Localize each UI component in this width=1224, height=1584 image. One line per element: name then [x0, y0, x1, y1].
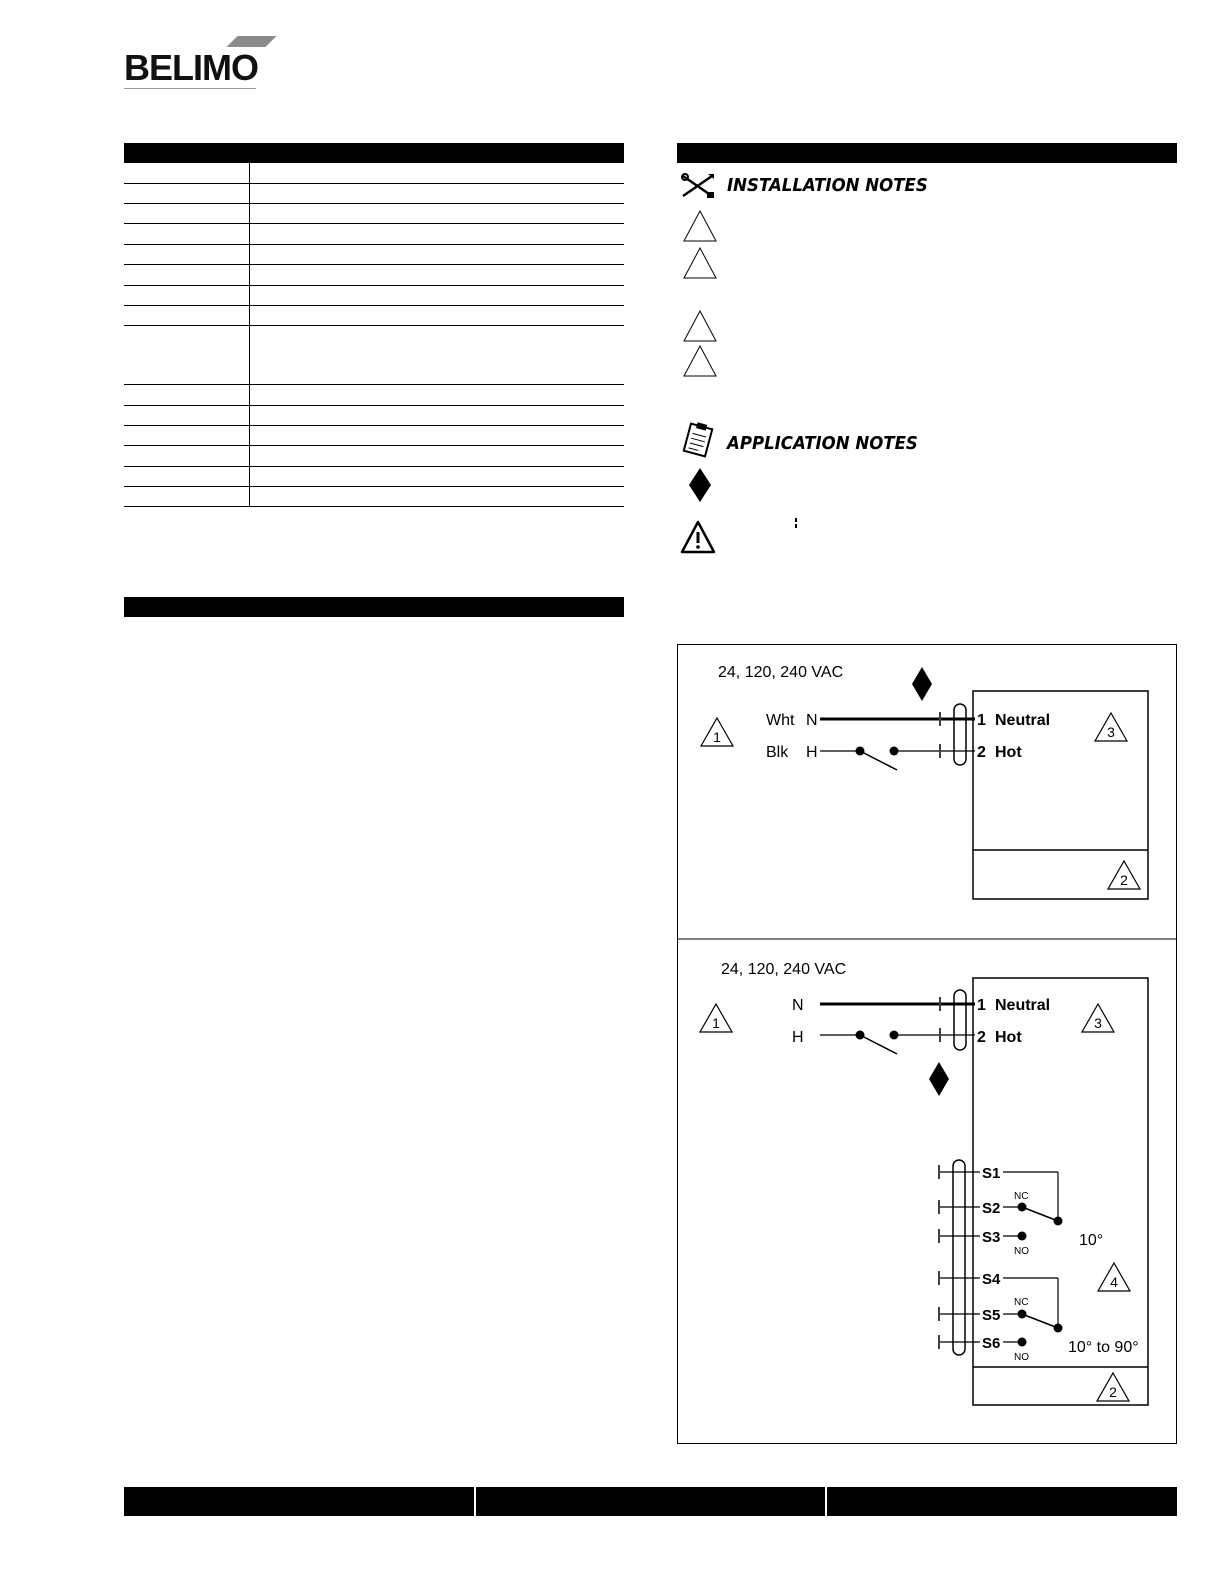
stray-mark [795, 524, 797, 528]
no-label: NO [1014, 1246, 1029, 1257]
supply-voltage-label: 24, 120, 240 VAC [718, 664, 844, 681]
table-row-line [124, 264, 624, 265]
table-row-line [124, 445, 624, 446]
diamond-icon [689, 468, 711, 502]
warning-triangle-icon [683, 247, 717, 279]
footer-bar-left [124, 1487, 474, 1516]
note-number: 2 [1109, 1384, 1117, 1400]
table-row-line [124, 384, 624, 385]
note-number: 3 [1107, 724, 1115, 740]
note-number: 3 [1094, 1015, 1102, 1031]
diagram-top [701, 664, 1148, 899]
switch-angle-label: 10° to 90° [1068, 1339, 1139, 1356]
cable-bundle [954, 990, 966, 1050]
table-row-line [124, 183, 624, 184]
table-row-line [124, 405, 624, 406]
note-number: 2 [1120, 872, 1128, 888]
wire-n-label: N [792, 997, 804, 1014]
table-row-line [124, 486, 624, 487]
no-label: NO [1014, 1352, 1029, 1363]
switch-terminal: S5 [982, 1307, 1001, 1324]
terminal-name: Neutral [995, 997, 1051, 1014]
clipboard-icon [680, 421, 716, 459]
table-row-line [124, 244, 624, 245]
table-row-line [124, 223, 624, 224]
supply-voltage-label: 24, 120, 240 VAC [721, 961, 847, 978]
diagram-frame [678, 645, 1177, 1444]
note-number: 1 [713, 729, 721, 745]
table-row-line [124, 305, 624, 306]
wiring-diagrams [677, 644, 1177, 1444]
warning-triangle-icon [683, 310, 717, 342]
warning-triangle-icon [683, 210, 717, 242]
footer-bar-right [827, 1487, 1177, 1516]
table-row-line [124, 466, 624, 467]
note-number: 4 [1110, 1274, 1118, 1290]
nc-label: NC [1014, 1297, 1029, 1308]
wire-color-label: Wht [766, 712, 795, 729]
cable-bundle [954, 704, 966, 765]
table-row-line [124, 325, 624, 326]
wire-h-label: H [792, 1029, 804, 1046]
switch-terminal: S3 [982, 1229, 1001, 1246]
table-row-line [124, 506, 624, 507]
logo-underline [124, 88, 256, 89]
table-column-divider [249, 163, 250, 507]
terminal-name: Hot [995, 1029, 1022, 1046]
wire-h-label: H [806, 744, 818, 761]
diagram-bottom [700, 961, 1148, 1405]
table-row-line [124, 425, 624, 426]
terminal-number: 1 [977, 997, 986, 1014]
nc-label: NC [1014, 1191, 1029, 1202]
wire-color-label: Blk [766, 744, 789, 761]
tech-data-header-bar [124, 143, 624, 163]
application-notes-title: APPLICATION NOTES [727, 433, 918, 454]
installation-notes-title: INSTALLATION NOTES [727, 175, 928, 196]
stray-mark [795, 518, 797, 522]
notes-header-bar [677, 143, 1177, 163]
terminal-name: Neutral [995, 712, 1051, 729]
diamond-icon [912, 667, 932, 701]
terminal-number: 1 [977, 712, 986, 729]
terminal-name: Hot [995, 744, 1022, 761]
section-header-bar [124, 597, 624, 617]
table-row-line [124, 285, 624, 286]
footer-bar-middle [476, 1487, 825, 1516]
caution-icon [680, 520, 716, 554]
note-number: 1 [712, 1015, 720, 1031]
switch-terminal: S6 [982, 1335, 1001, 1352]
warning-triangle-icon [683, 345, 717, 377]
terminal-number: 2 [977, 744, 986, 761]
wire-n-label: N [806, 712, 818, 729]
table-row-line [124, 203, 624, 204]
tools-icon [679, 172, 717, 200]
switch-terminal: S1 [982, 1165, 1001, 1182]
switch-angle-label: 10° [1079, 1232, 1104, 1249]
aux-cable-bundle [953, 1160, 965, 1355]
logo-text: BELIMO [124, 47, 258, 88]
diamond-icon [929, 1062, 949, 1096]
switch-terminal: S4 [982, 1271, 1001, 1288]
terminal-number: 2 [977, 1029, 986, 1046]
switch-terminal: S2 [982, 1200, 1001, 1217]
